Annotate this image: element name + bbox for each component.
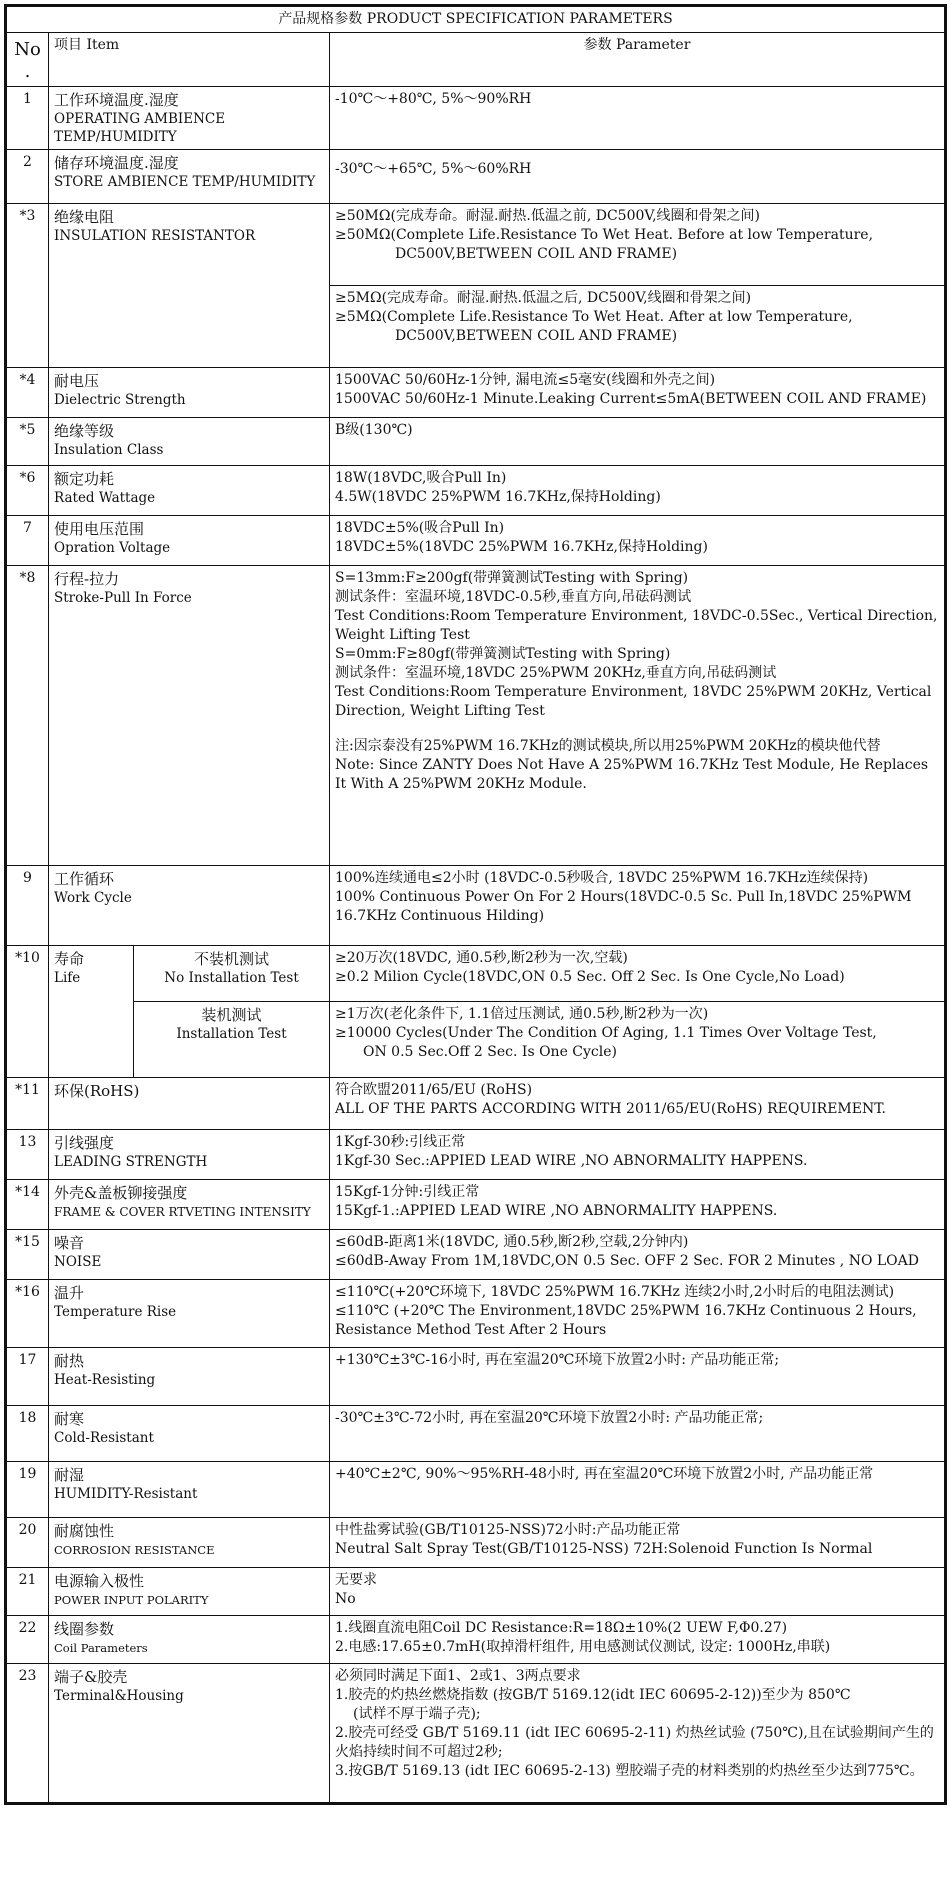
- param-line: -10℃～+80℃, 5%～90%RH: [335, 91, 532, 107]
- param-line: Neutral Salt Spray Test(GB/T10125-NSS) 72H:Solenoid Function Is Normal: [335, 1541, 873, 1557]
- item-zh: 工作环境温度.湿度: [54, 91, 179, 109]
- item-en: Dielectric Strength: [54, 392, 186, 408]
- row-no: *6: [6, 466, 49, 516]
- item-zh: 寿命: [54, 950, 85, 968]
- row-item: [49, 1462, 330, 1518]
- param-line: ≤60dB-距离1米(18VDC, 通0.5秒,断2秒,空载,2分钟内): [335, 1234, 689, 1250]
- spec-sheet: [4, 4, 944, 1805]
- param-line: 无要求: [335, 1572, 377, 1588]
- row-param: [330, 1180, 946, 1230]
- item-en: Cold-Resistant: [54, 1430, 154, 1446]
- param-line: No: [335, 1591, 356, 1607]
- item-zh: 绝缘电阻: [54, 208, 115, 226]
- row-item: [49, 1518, 330, 1568]
- item-zh: 使用电压范围: [54, 520, 145, 538]
- item-zh: 噪音: [54, 1234, 85, 1252]
- item-en: HUMIDITY-Resistant: [54, 1486, 198, 1502]
- sub-test-installation: [134, 1002, 330, 1078]
- row-no: 1: [6, 87, 49, 150]
- param-line: 4.5W(18VDC 25%PWM 16.7KHz,保持Holding): [335, 489, 661, 505]
- param-line: 2.电感:17.65±0.7mH(取掉滑杆组件, 用电感测试仪测试, 设定: 1000Hz,串联): [335, 1639, 831, 1655]
- row-item: [49, 87, 330, 150]
- table-title: 产品规格参数 PRODUCT SPECIFICATION PARAMETERS: [6, 6, 946, 33]
- item-zh: 端子&胶壳: [54, 1668, 128, 1686]
- param-line: ≥1万次(老化条件下, 1.1倍过压测试, 通0.5秒,断2秒为一次): [335, 1006, 709, 1022]
- param-line: S=13mm:F≥200gf(带弹簧测试Testing with Spring): [335, 570, 689, 586]
- param-line: 15Kgf-1分钟:引线正常: [335, 1184, 480, 1200]
- item-zh: 额定功耗: [54, 470, 115, 488]
- param-line: +130℃±3℃-16小时, 再在室温20℃环境下放置2小时: 产品功能正常;: [335, 1352, 780, 1368]
- item-en: LEADING STRENGTH: [54, 1154, 208, 1170]
- row-no: 22: [6, 1616, 49, 1664]
- row-no: 23: [6, 1664, 49, 1804]
- param-line: 1500VAC 50/60Hz-1分钟, 漏电流≤5毫安(线圈和外壳之间): [335, 372, 716, 388]
- param-line: ≥5MΩ(Complete Life.Resistance To Wet Heat. After at low Temperature,: [335, 309, 853, 325]
- param-line: 3.按GB/T 5169.13 (idt IEC 60695-2-13) 塑胶端子壳的材料类别的灼热丝至少达到775℃。: [335, 1763, 924, 1779]
- item-zh: 线圈参数: [54, 1620, 115, 1638]
- item-en: INSULATION RESISTANTOR: [54, 228, 256, 244]
- item-zh: 耐热: [54, 1352, 85, 1370]
- header-no: No.: [6, 33, 49, 87]
- item-zh: 耐寒: [54, 1410, 85, 1428]
- table-row: [6, 87, 946, 150]
- param-line: DC500V,BETWEEN COIL AND FRAME): [395, 246, 678, 262]
- table-row: [6, 1664, 946, 1804]
- row-item: [49, 1568, 330, 1616]
- table-row: [6, 1616, 946, 1664]
- param-line: ON 0.5 Sec.Off 2 Sec. Is One Cycle): [363, 1044, 617, 1060]
- row-item: [49, 516, 330, 566]
- header-item: 项目 Item: [49, 33, 330, 87]
- table-row: [6, 1348, 946, 1406]
- table-row: [6, 150, 946, 204]
- table-row: [6, 1568, 946, 1616]
- param-line: (试样不厚于端子壳);: [353, 1706, 481, 1722]
- row-param: [330, 286, 946, 368]
- title-row: [6, 6, 946, 33]
- row-no: *3: [6, 204, 49, 368]
- item-zh: 温升: [54, 1284, 85, 1302]
- table-row: [6, 1002, 946, 1078]
- param-line: 15Kgf-1.:APPIED LEAD WIRE ,NO ABNORMALITY HAPPENS.: [335, 1203, 778, 1219]
- sub-en: No Installation Test: [164, 970, 299, 986]
- param-line: 18VDC±5%(吸合Pull In): [335, 520, 505, 536]
- row-item: [49, 1230, 330, 1280]
- row-item: [49, 466, 330, 516]
- item-en: CORROSION RESISTANCE: [54, 1543, 215, 1557]
- row-item: [49, 866, 330, 946]
- row-item: [49, 1130, 330, 1180]
- row-no: 20: [6, 1518, 49, 1568]
- row-no: 19: [6, 1462, 49, 1518]
- row-param: [330, 1130, 946, 1180]
- row-item: [49, 946, 134, 1078]
- param-line: ≥50MΩ(完成寿命。耐湿.耐热.低温之前, DC500V,线圈和骨架之间): [335, 208, 760, 224]
- table-row: [6, 204, 946, 286]
- row-item: [49, 1406, 330, 1462]
- item-zh: 耐电压: [54, 372, 100, 390]
- param-line: ≤110℃(+20℃环境下, 18VDC 25%PWM 16.7KHz 连续2小时,2小时后的电阻法测试): [335, 1284, 895, 1300]
- param-line: 100%连续通电≤2小时 (18VDC-0.5秒吸合, 18VDC 25%PWM 16.7KHz连续保持): [335, 870, 869, 886]
- param-line: B级(130℃): [335, 422, 413, 438]
- row-param: [330, 1078, 946, 1130]
- param-line: 100% Continuous Power On For 2 Hours(18VDC-0.5 Sc. Pull In,18VDC 25%PWM 16.7KHz Continuous Hilding): [335, 889, 912, 924]
- param-line: -30℃±3℃-72小时, 再在室温20℃环境下放置2小时: 产品功能正常;: [335, 1410, 764, 1426]
- item-en: POWER INPUT POLARITY: [54, 1593, 209, 1607]
- row-param: [330, 946, 946, 1002]
- item-en: STORE AMBIENCE TEMP/HUMIDITY: [54, 174, 316, 190]
- row-param: [330, 1664, 946, 1804]
- param-line: 18W(18VDC,吸合Pull In): [335, 470, 507, 486]
- header-row: [6, 33, 946, 87]
- param-line: ≥10000 Cycles(Under The Condition Of Aging, 1.1 Times Over Voltage Test,: [335, 1025, 877, 1041]
- row-param: [330, 1568, 946, 1616]
- table-row: [6, 566, 946, 866]
- table-row: [6, 1130, 946, 1180]
- row-param: [330, 1002, 946, 1078]
- item-en: Work Cycle: [54, 890, 132, 906]
- item-zh: 工作循环: [54, 870, 115, 888]
- param-line: 1Kgf-30 Sec.:APPIED LEAD WIRE ,NO ABNORMALITY HAPPENS.: [335, 1153, 808, 1169]
- row-no: *8: [6, 566, 49, 866]
- row-param: [330, 466, 946, 516]
- row-no: *14: [6, 1180, 49, 1230]
- item-zh: 环保(RoHS): [54, 1082, 140, 1100]
- param-line: +40℃±2℃, 90%～95%RH-48小时, 再在室温20℃环境下放置2小时, 产品功能正常: [335, 1466, 874, 1482]
- row-item: [49, 1616, 330, 1664]
- table-row: [6, 1180, 946, 1230]
- row-item: [49, 1348, 330, 1406]
- param-line: 2.胶壳可经受 GB/T 5169.11 (idt IEC 60695-2-11) 灼热丝试验 (750℃),且在试验期间产生的火焰持续时间不可超过2秒;: [335, 1725, 934, 1760]
- item-en: Opration Voltage: [54, 540, 171, 556]
- row-param: [330, 1616, 946, 1664]
- table-row: [6, 1078, 946, 1130]
- param-line: S=0mm:F≥80gf(带弹簧测试Testing with Spring): [335, 646, 671, 662]
- param-line: 符合欧盟2011/65/EU (RoHS): [335, 1082, 533, 1098]
- table-row: [6, 1280, 946, 1348]
- row-no: *5: [6, 418, 49, 466]
- row-item: [49, 1180, 330, 1230]
- item-zh: 电源输入极性: [54, 1572, 145, 1590]
- row-param: [330, 368, 946, 418]
- item-zh: 绝缘等级: [54, 422, 115, 440]
- sub-en: Installation Test: [176, 1026, 287, 1042]
- param-line: DC500V,BETWEEN COIL AND FRAME): [395, 328, 678, 344]
- item-zh: 引线强度: [54, 1134, 115, 1152]
- item-en: OPERATING AMBIENCE TEMP/HUMIDITY: [54, 111, 226, 145]
- row-item: [49, 1078, 330, 1130]
- table-row: [6, 516, 946, 566]
- row-item: [49, 418, 330, 466]
- item-en: Stroke-Pull In Force: [54, 590, 192, 606]
- param-line: 测试条件：室温环境,18VDC 25%PWM 20KHz,垂直方向,吊砝码测试: [335, 665, 777, 681]
- param-line: -30℃～+65℃, 5%～60%RH: [335, 161, 532, 177]
- row-item: [49, 566, 330, 866]
- row-no: 7: [6, 516, 49, 566]
- item-zh: 行程-拉力: [54, 570, 120, 588]
- row-no: *11: [6, 1078, 49, 1130]
- param-line: ≥5MΩ(完成寿命。耐湿.耐热.低温之后, DC500V,线圈和骨架之间): [335, 290, 752, 306]
- table-row: [6, 866, 946, 946]
- param-line: ≥0.2 Milion Cycle(18VDC,ON 0.5 Sec. Off 2 Sec. Is One Cycle,No Load): [335, 969, 845, 985]
- row-param: [330, 150, 946, 204]
- sub-zh: 不装机测试: [193, 950, 269, 968]
- row-param: [330, 866, 946, 946]
- item-en: Coil Parameters: [54, 1641, 148, 1655]
- item-en: FRAME & COVER RTVETING INTENSITY: [54, 1205, 311, 1219]
- row-item: [49, 368, 330, 418]
- item-en: Heat-Resisting: [54, 1372, 156, 1388]
- row-param: [330, 204, 946, 286]
- row-param: [330, 87, 946, 150]
- param-line: ≤110℃ (+20℃ The Environment,18VDC 25%PWM 16.7KHz Continuous 2 Hours, Resistance Method Test After 2 Hours: [335, 1303, 917, 1338]
- row-item: [49, 150, 330, 204]
- row-no: *10: [6, 946, 49, 1078]
- row-param: [330, 1280, 946, 1348]
- param-line: 1.线圈直流电阻Coil DC Resistance:R=18Ω±10%(2 UEW F,Φ0.27): [335, 1620, 788, 1636]
- param-line: Test Conditions:Room Temperature Environment, 18VDC 25%PWM 20KHz, Vertical Direction, Weight Lifting Test: [335, 684, 932, 719]
- item-en: NOISE: [54, 1254, 102, 1270]
- table-row: [6, 1462, 946, 1518]
- note-line: Note: Since ZANTY Does Not Have A 25%PWM 16.7KHz Test Module, He Replaces It With A 25%PWM 20KHz Module.: [335, 757, 929, 792]
- row-no: 21: [6, 1568, 49, 1616]
- param-line: 1500VAC 50/60Hz-1 Minute.Leaking Current≤5mA(BETWEEN COIL AND FRAME): [335, 391, 927, 407]
- item-zh: 储存环境温度.湿度: [54, 154, 179, 172]
- row-item: [49, 1280, 330, 1348]
- param-line: ALL OF THE PARTS ACCORDING WITH 2011/65/EU(RoHS) REQUIREMENT.: [335, 1101, 886, 1117]
- item-zh: 外壳&盖板铆接强度: [54, 1184, 188, 1202]
- table-row: [6, 368, 946, 418]
- sub-test-no-installation: [134, 946, 330, 1002]
- row-param: [330, 1348, 946, 1406]
- row-no: 13: [6, 1130, 49, 1180]
- row-no: 2: [6, 150, 49, 204]
- row-param: [330, 1518, 946, 1568]
- row-param: [330, 1230, 946, 1280]
- row-no: *4: [6, 368, 49, 418]
- note-line: 注:因宗泰没有25%PWM 16.7KHz的测试模块,所以用25%PWM 20KHz的模块他代替: [335, 738, 881, 754]
- item-zh: 耐湿: [54, 1466, 85, 1484]
- row-no: *16: [6, 1280, 49, 1348]
- row-param: [330, 1462, 946, 1518]
- row-item: [49, 204, 330, 368]
- param-line: ≤60dB-Away From 1M,18VDC,ON 0.5 Sec. OFF 2 Sec. FOR 2 Minutes , NO LOAD: [335, 1253, 919, 1269]
- param-line: 18VDC±5%(18VDC 25%PWM 16.7KHz,保持Holding): [335, 539, 708, 555]
- sub-zh: 装机测试: [201, 1006, 262, 1024]
- item-en: Life: [54, 970, 81, 986]
- row-no: *15: [6, 1230, 49, 1280]
- spacer: [335, 721, 939, 737]
- param-line: 中性盐雾试验(GB/T10125-NSS)72小时:产品功能正常: [335, 1522, 681, 1538]
- row-param: [330, 1406, 946, 1462]
- param-line: 1.胶壳的灼热丝燃烧指数 (按GB/T 5169.12(idt IEC 60695-2-12))至少为 850℃: [335, 1687, 851, 1703]
- row-no: 9: [6, 866, 49, 946]
- item-zh: 耐腐蚀性: [54, 1522, 115, 1540]
- table-row: [6, 1230, 946, 1280]
- row-no: 17: [6, 1348, 49, 1406]
- table-row: [6, 1406, 946, 1462]
- param-line: 1Kgf-30秒:引线正常: [335, 1134, 466, 1150]
- param-line: ≥50MΩ(Complete Life.Resistance To Wet Heat. Before at low Temperature,: [335, 227, 874, 243]
- row-param: [330, 418, 946, 466]
- row-item: [49, 1664, 330, 1804]
- item-en: Terminal&Housing: [54, 1688, 184, 1704]
- table-row: [6, 418, 946, 466]
- row-no: 18: [6, 1406, 49, 1462]
- header-parameter: 参数 Parameter: [330, 33, 946, 87]
- item-en: Rated Wattage: [54, 490, 156, 506]
- param-line: 测试条件：室温环境,18VDC-0.5秒,垂直方向,吊砝码测试: [335, 589, 692, 605]
- spec-table: [4, 4, 947, 1805]
- table-row: [6, 466, 946, 516]
- row-param: [330, 516, 946, 566]
- item-en: Insulation Class: [54, 442, 164, 458]
- param-line: Test Conditions:Room Temperature Environment, 18VDC-0.5Sec., Vertical Direction, Weight Lifting Test: [335, 608, 938, 643]
- param-line: ≥20万次(18VDC, 通0.5秒,断2秒为一次,空载): [335, 950, 628, 966]
- param-line: 必须同时满足下面1、2或1、3两点要求: [335, 1668, 581, 1684]
- table-row: [6, 946, 946, 1002]
- table-row: [6, 1518, 946, 1568]
- row-param: [330, 566, 946, 866]
- item-en: Temperature Rise: [54, 1304, 177, 1320]
